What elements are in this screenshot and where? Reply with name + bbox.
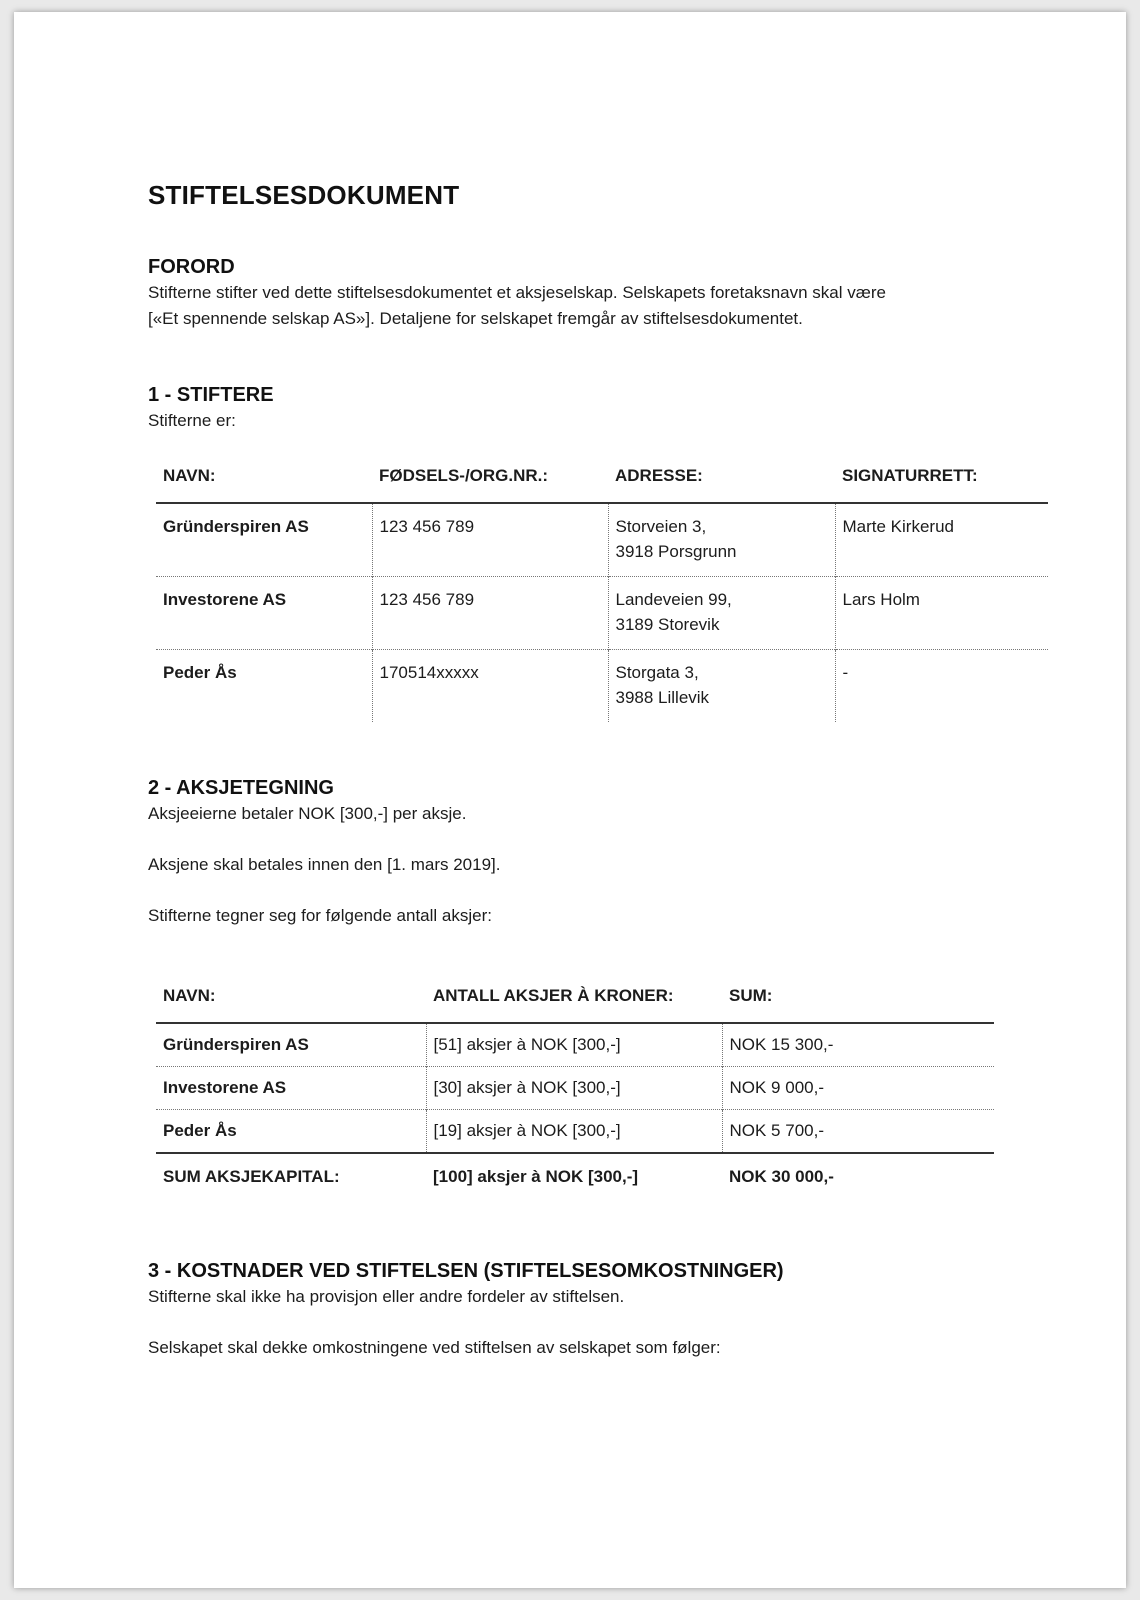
total-shares: [100] aksjer à NOK [300,-]: [426, 1153, 722, 1195]
founder-signature: Marte Kirkerud: [835, 503, 1048, 577]
address-postal: 3918 Porsgrunn: [615, 542, 737, 561]
founder-name: Gründerspiren AS: [163, 517, 309, 536]
subscriber-shares: [51] aksjer à NOK [300,-]: [426, 1023, 722, 1067]
forord-line-1: Stifterne stifter ved dette stiftelsesdokumentet et aksjeselskap. Selskapets foretaksnavn skal være: [148, 283, 886, 302]
col-header-name: NAVN:: [156, 466, 372, 503]
col-header-sum: SUM:: [722, 986, 994, 1023]
section-3-costs: Selskapet skal dekke omkostningene ved stiftelsen av selskapet som følger:: [148, 1338, 721, 1357]
forord-line-2: [«Et spennende selskap AS»]. Detaljene for selskapet fremgår av stiftelsesdokumentet.: [148, 309, 803, 328]
subscriber-sum: NOK 5 700,-: [722, 1110, 994, 1154]
table-row: [156, 1023, 994, 1067]
section-1-heading: 1 - STIFTERE: [148, 384, 274, 406]
subscriber-name: Investorene AS: [156, 1067, 426, 1110]
address-postal: 3988 Lillevik: [615, 688, 710, 707]
subscriber-sum: NOK 15 300,-: [722, 1023, 994, 1067]
founder-signature: Lars Holm: [835, 577, 1048, 650]
total-label: SUM AKSJEKAPITAL:: [156, 1153, 426, 1195]
subscriber-name: Peder Ås: [156, 1110, 426, 1154]
table-row: [156, 1110, 994, 1154]
total-row: [156, 1153, 994, 1195]
founders-table: [156, 466, 1048, 722]
subscriber-name: Gründerspiren AS: [163, 1035, 309, 1054]
forord-heading: FORORD: [148, 256, 235, 278]
col-header-number: FØDSELS-/ORG.NR.:: [372, 466, 608, 503]
founder-signature: -: [835, 650, 1048, 723]
col-header-address: ADRESSE:: [608, 466, 835, 503]
section-2-intro: Stifterne tegner seg for følgende antall aksjer:: [148, 906, 492, 925]
address-street: Storgata 3,: [615, 663, 699, 682]
founder-address: [608, 577, 835, 650]
address-street: Landeveien 99,: [615, 590, 732, 609]
total-sum: NOK 30 000,-: [722, 1153, 994, 1195]
document-page: [14, 12, 1126, 1588]
founder-number: 123 456 789: [372, 503, 608, 577]
subscriber-shares: [30] aksjer à NOK [300,-]: [426, 1067, 722, 1110]
founder-name: Investorene AS: [156, 577, 372, 650]
col-header-name: NAVN:: [156, 986, 426, 1023]
section-1-intro: Stifterne er:: [148, 411, 236, 430]
founder-address: [608, 503, 835, 577]
col-header-shares: ANTALL AKSJER À KRONER:: [426, 986, 722, 1023]
table-row: [156, 503, 1048, 577]
document-title: STIFTELSESDOKUMENT: [148, 180, 460, 210]
founder-address: [608, 650, 835, 723]
col-header-signature: SIGNATURRETT:: [835, 466, 1048, 503]
subscriber-sum: NOK 9 000,-: [722, 1067, 994, 1110]
section-2-heading: 2 - AKSJETEGNING: [148, 777, 334, 799]
table-row: [156, 577, 1048, 650]
subscription-table-header: [156, 986, 994, 1023]
founder-number: 123 456 789: [372, 577, 608, 650]
table-row: [156, 1067, 994, 1110]
section-3-no-commission: Stifterne skal ikke ha provisjon eller andre fordeler av stiftelsen.: [148, 1287, 625, 1306]
subscriber-shares: [19] aksjer à NOK [300,-]: [426, 1110, 722, 1154]
table-row: [156, 650, 1048, 723]
subscription-table: [156, 986, 994, 1195]
address-street: Storveien 3,: [615, 517, 707, 536]
founders-table-header: [156, 466, 1048, 503]
founder-name: Peder Ås: [156, 650, 372, 723]
section-3-heading: 3 - KOSTNADER VED STIFTELSEN (STIFTELSESOMKOSTNINGER): [148, 1260, 784, 1282]
address-postal: 3189 Storevik: [615, 615, 720, 634]
founder-number: 170514xxxxx: [372, 650, 608, 723]
section-2-price: Aksjeeierne betaler NOK [300,-] per aksje.: [148, 804, 467, 823]
section-2-deadline: Aksjene skal betales innen den [1. mars 2019].: [148, 855, 501, 874]
